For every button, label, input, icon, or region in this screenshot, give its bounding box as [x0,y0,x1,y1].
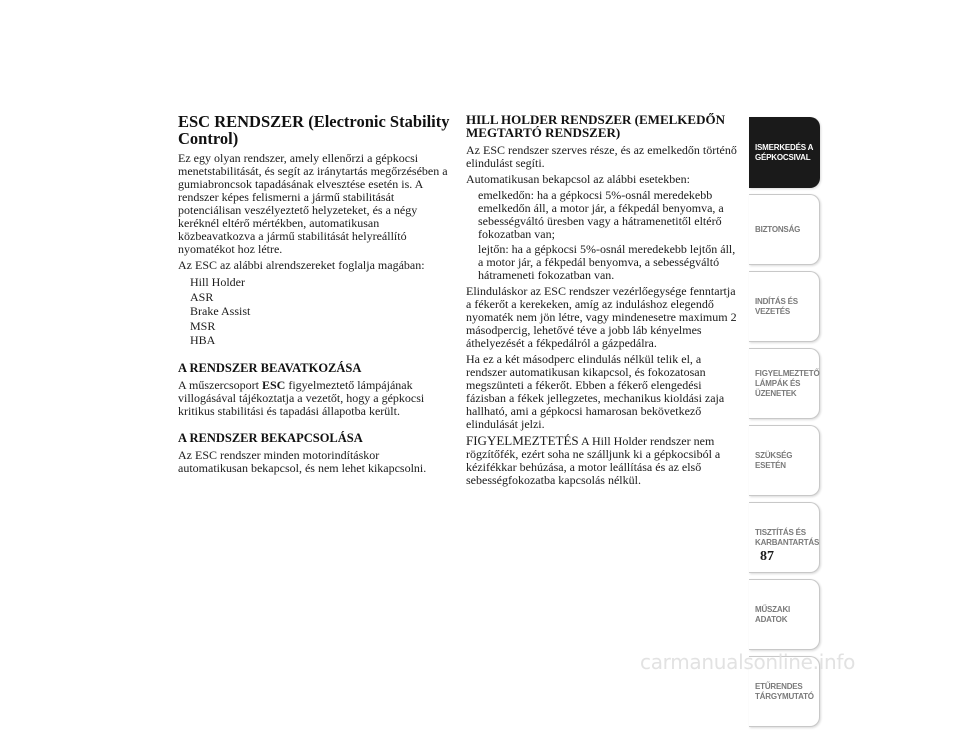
tab-emergency[interactable]: SZÜKSÉG ESETÉN [749,425,820,496]
hill-holder-p2: Automatikusan bekapcsol az alábbi esetekben: [466,172,690,186]
hill-holder-p4: Ha ez a két másodperc elindulás nélkül telik el, a rendszer automatikusan kikapcsol, és fokozatosan megszünteti a fékerőt. Ebben a fékerő elengedési fázisban a fékek jellegzetes, mechanikus kioldási zaja hallható, ami a gépkocsi hamarosan bekövetkező elindulását jelzi. [466,352,725,431]
tab-safety[interactable]: BIZTONSÁG [749,194,820,265]
section-intervention-text: A műszercsoport ESC figyelmeztető lámpájának villogásával tájékoztatja a vezetőt, hogy a gépkocsi kritikus stabilitási és tapadási állapotba került. [178,377,425,418]
tab-maintenance[interactable]: TISZTÍTÁS ÉS KARBANTARTÁS [749,502,820,573]
list-item: MSR [190,318,216,333]
esc-keyword: ESC [261,377,286,392]
right-column [466,113,738,490]
tab-warning-lights[interactable]: FIGYELMEZTETŐ LÁMPÁK ÉS ÜZENETEK [749,348,820,419]
left-column [178,113,450,478]
tab-starting-driving[interactable]: INDÍTÁS ÉS VEZETÉS [749,271,820,342]
subsystems-intro: Az ESC az alábbi alrendszereket foglalja magában: [178,258,425,272]
list-item: HBA [190,333,216,347]
list-item: emelkedőn: ha a gépkocsi 5%-osnál meredekebb emelkedőn áll, a motor jár, a fékpedál benyomva, a sebességváltó üresben vagy a hátramenetitől eltérő fokozatban van; [478,188,724,241]
hill-holder-p3: Elinduláskor az ESC rendszer vezérlőegysége fenntartja a fékerőt a kerekeken, amíg az induláshoz elegendő nyomaték nem jön létre, vagy mindenesetre maximum 2 másodpercig, lehetővé téve a jobb láb kényelmes áthelyezését a fékpedálról a gázpedálra. [466,284,737,350]
tab-technical-data[interactable]: MŰSZAKI ADATOK [749,579,820,650]
list-item: Brake Assist [190,304,251,318]
warning-paragraph: FIGYELMEZTETÉS A Hill Holder rendszer nem rögzítőfék, ezért soha ne szálljunk ki a gépkocsiból a kézifékkar behúzása, a motor leállítása és az első sebességfokozatba kapcsolás nélkül. [466,433,721,487]
chapter-tabs [749,117,820,733]
tab-getting-to-know-car[interactable]: ISMERKEDÉS A GÉPKOCSIVAL [749,117,820,188]
list-item: ASR [190,289,214,304]
subsystems-list [178,275,450,348]
page-number: 87 [760,549,774,564]
activation-cases-list [466,189,738,282]
hill-holder-title: HILL HOLDER RENDSZER (EMELKEDŐN MEGTARTÓ RENDSZER) [466,112,725,140]
hill-holder-p1: Az ESC rendszer szerves része, és az emelkedőn történő elindulást segíti. [466,143,737,170]
tab-index[interactable]: ETŰRENDES TÁRGYMUTATÓ [749,656,820,727]
list-item: Hill Holder [190,275,245,289]
section-intervention-title: A RENDSZER BEAVATKOZÁSA [178,360,362,375]
list-item: lejtőn: ha a gépkocsi 5%-osnál meredekebb lejtőn áll, a motor jár, a fékpedál benyomva, a sebességváltó hátrameneti fokozatban van. [478,242,736,282]
esc-intro: Ez egy olyan rendszer, amely ellenőrzi a gépkocsi menetstabilitását, és segít az iránytartás megőrzésében a gumiabroncsok tapadásának elvesztése esetén is. A rendszer képes felismerni a jármű stabilitását potenciálisan veszélyeztető helyzeteket, és a négy keréknél eltérő mértékben, automatikusan közbeavatkozva a jármű stabilitását helyreállító nyomatékot hoz létre. [178,151,448,256]
esc-title: ESC RENDSZER (Electronic Stability Control) [178,112,450,148]
watermark: carmanualsonline.info [640,650,856,674]
warning-label: FIGYELMEZTETÉS [466,433,579,448]
section-activation-text: Az ESC rendszer minden motorindításkor automatikusan bekapcsol, és nem lehet kikapcsolni. [178,447,427,475]
section-activation-title: A RENDSZER BEKAPCSOLÁSA [178,430,363,445]
